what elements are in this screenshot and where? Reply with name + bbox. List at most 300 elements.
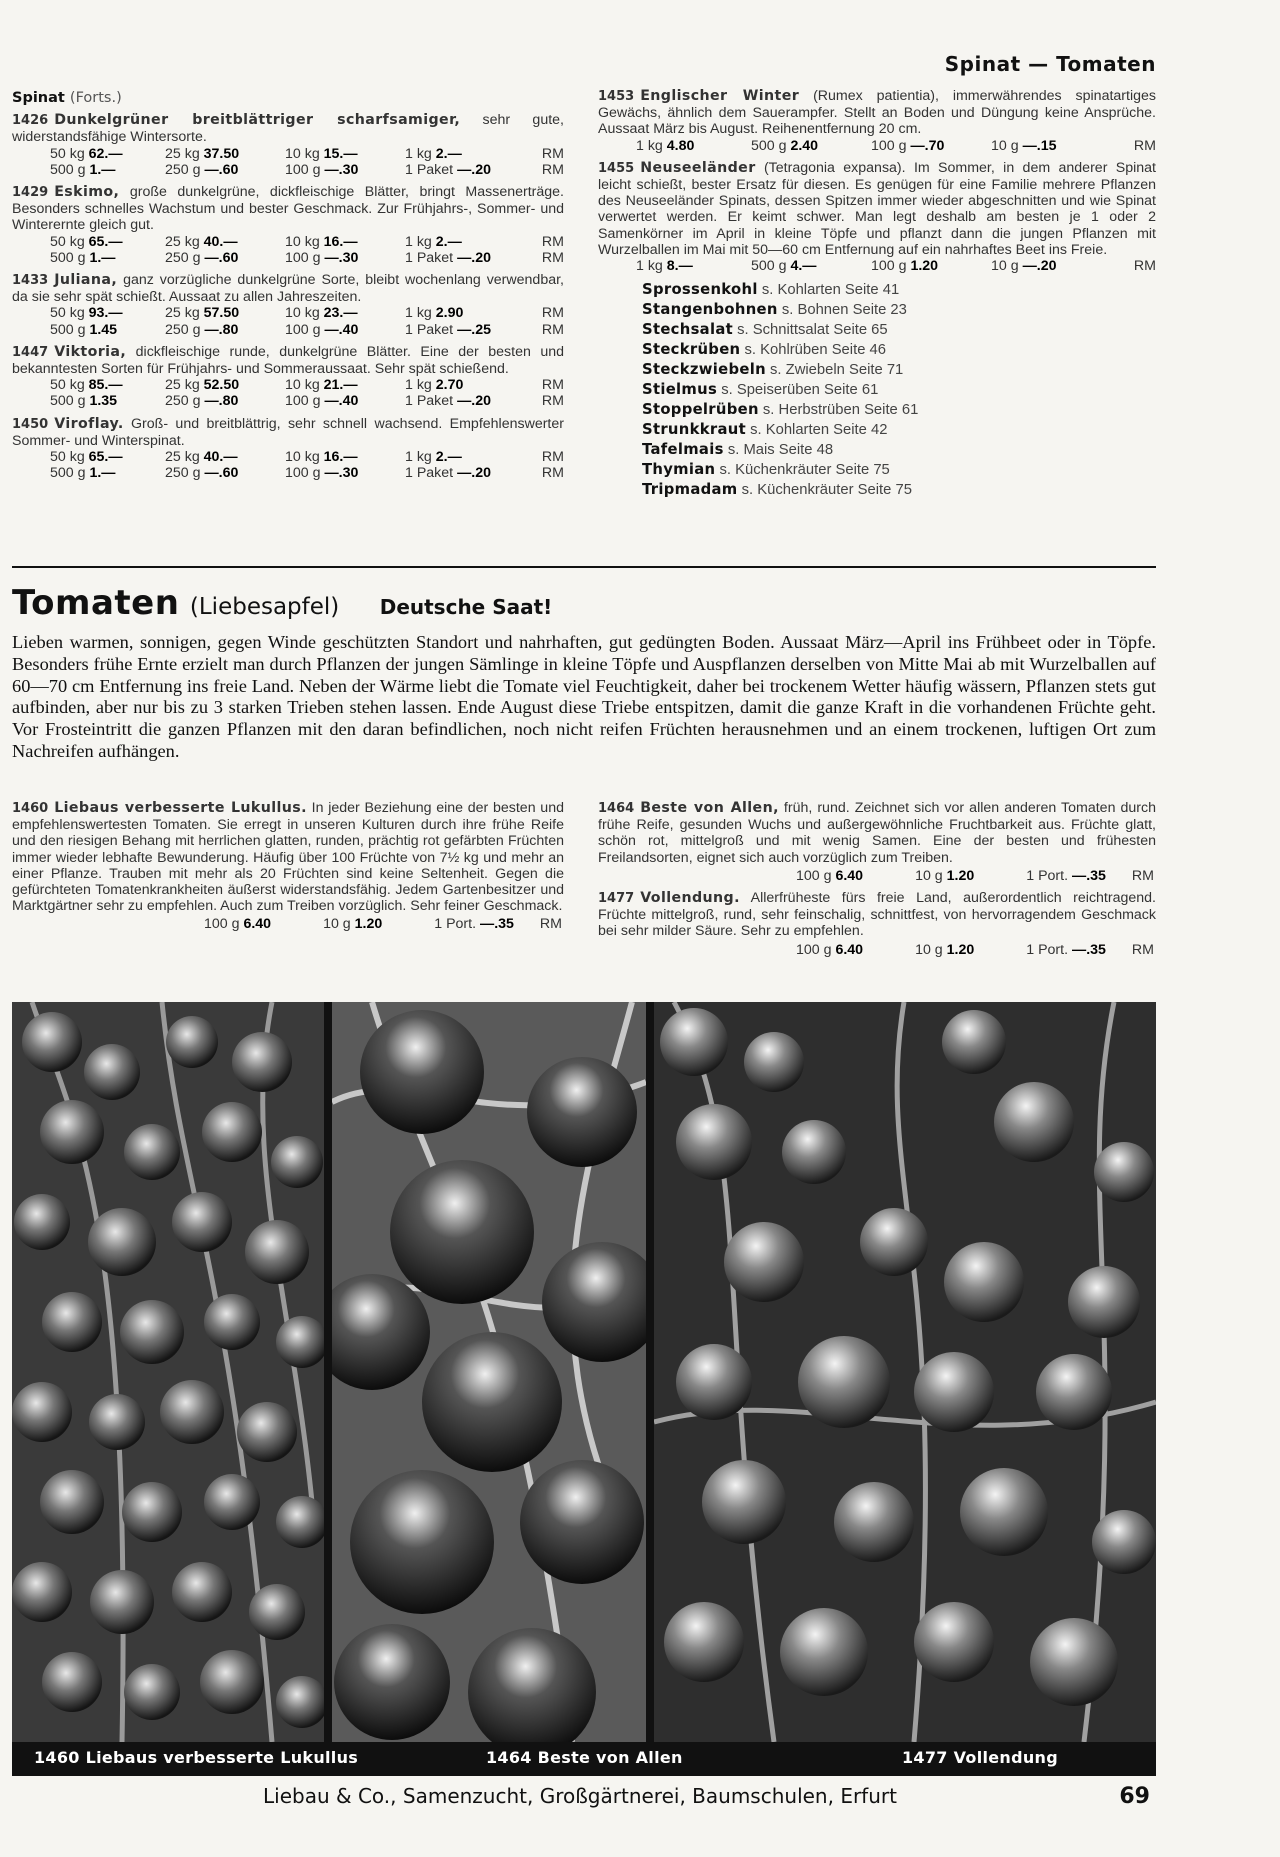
price-cell [285,377,405,393]
price-quantity: 500 g [751,137,791,154]
price-quantity: 100 g [871,258,911,275]
variety-description: Groß- und breitblättrig, sehr schnell wachsend. Empfehlenswerter Sommer- und Winterspinat. [12,415,564,449]
price-cell [285,146,405,162]
price-quantity: 1 Paket [405,249,458,266]
price-cell [165,449,285,465]
price-quantity: 50 kg [50,145,89,162]
page-number: 69 [1119,1784,1150,1809]
price-cell [285,393,405,409]
currency-label: RM [1131,941,1154,958]
price-value: —.35 [1072,941,1106,958]
price-row [598,138,1156,154]
price-row [12,146,564,162]
section-divider [12,566,1156,568]
currency-label: RM [541,249,564,266]
cross-reference [642,340,1156,360]
cross-reference [642,440,1156,460]
cross-reference-target: s. Zwiebeln Seite 71 [770,362,904,379]
catalog-entry [12,344,564,410]
price-quantity: 100 g [285,161,325,178]
entry-text [12,800,564,914]
price-row [12,250,564,266]
price-value: 1.35 [89,393,118,410]
price-quantity: 250 g [165,249,205,266]
tomaten-subtitle: (Liebesapfel) [189,594,340,620]
price-quantity: 10 kg [285,449,324,466]
price-cell [285,322,405,338]
price-row [12,465,564,481]
price-quantity: 1 kg [636,137,667,154]
price-value: 4.80 [666,137,695,154]
price-value: —.30 [324,249,359,266]
price-row [598,942,1156,958]
currency-label: RM [541,145,564,162]
price-cell [297,916,382,932]
cross-reference-term: Stoppelrüben [642,401,759,419]
price-value: 1.45 [89,321,118,338]
price-quantity: 10 g [915,941,947,958]
cross-reference [642,360,1156,380]
item-number: 1433 [12,273,49,289]
price-value: —.20 [457,161,491,178]
price-cell [50,146,165,162]
price-cell [50,393,165,409]
price-quantity: 1 kg [405,145,436,162]
price-cell [50,250,165,266]
spinat-entry-list [12,112,564,481]
tomaten-title: Tomaten [12,583,180,623]
price-value: 6.40 [835,867,864,884]
variety-name: Juliana, [54,272,118,289]
price-quantity: 100 g [795,941,836,958]
price-quantity: 100 g [795,867,836,884]
price-value: —.20 [457,393,491,410]
price-row [12,393,564,409]
cross-reference [642,300,1156,320]
price-quantity: 25 kg [165,145,204,162]
price-cell [165,162,285,178]
price-quantity: 50 kg [50,233,89,250]
price-cell [991,258,1121,274]
price-cell [165,322,285,338]
price-cell [165,377,285,393]
price-quantity: 1 kg [405,377,436,394]
price-cell [770,942,863,958]
cross-reference [642,420,1156,440]
item-number: 1455 [598,160,635,176]
price-cell [405,250,535,266]
price-quantity: 10 g [991,137,1023,154]
entry-text [12,272,564,305]
variety-name: Beste von Allen, [640,800,779,816]
variety-name: Dunkelgrüner breitblättriger scharfsamiger, [54,112,461,129]
price-cell [889,942,974,958]
price-quantity: 10 kg [285,233,324,250]
variety-description: ganz vorzügliche dunkelgrüne Sorte, bleibt wochenlang verwendbar, da sie sehr spät schießt. Aussaat zu allen Jahreszeiten. [12,272,564,306]
price-value: 2.90 [435,305,464,322]
spinat-right-column [598,88,1156,500]
price-quantity: 1 Paket [405,393,458,410]
price-row [12,162,564,178]
price-value: 1.— [89,465,116,482]
price-cell [889,868,974,884]
price-quantity: 100 g [285,249,325,266]
currency-label: RM [541,449,564,466]
item-number: 1464 [598,801,635,816]
price-cell [50,305,165,321]
cross-reference-target: s. Herbstrüben Seite 61 [762,402,919,419]
price-quantity: 25 kg [165,449,204,466]
price-value: 2.— [435,449,462,466]
price-cell [285,162,405,178]
price-cell [751,258,871,274]
currency-label: RM [541,233,564,250]
price-quantity: 500 g [751,258,791,275]
cross-reference-target: s. Kohlarten Seite 42 [750,422,888,439]
price-quantity: 100 g [285,393,325,410]
price-value: —.80 [204,321,239,338]
entry-text [12,344,564,377]
price-cell [50,234,165,250]
currency-label: RM [541,321,564,338]
cross-reference-target: s. Schnittsalat Seite 65 [737,322,888,339]
price-value: 1.20 [946,941,975,958]
cross-reference [642,400,1156,420]
price-value: —.20 [457,465,491,482]
section-heading [12,90,564,106]
cross-reference-term: Thymian [642,461,716,479]
catalog-entry [12,416,564,482]
price-cell [770,868,863,884]
variety-name: Vollendung. [640,890,740,907]
price-cell [50,162,165,178]
price-quantity: 50 kg [50,377,89,394]
price-cell [165,234,285,250]
price-cell [285,234,405,250]
price-value: 37.50 [203,145,240,162]
price-cell [178,916,271,932]
item-number: 1477 [598,891,635,907]
price-value: 1.— [89,161,116,178]
price-value: 1.20 [910,258,939,275]
price-quantity: 250 g [165,321,205,338]
cross-reference-term: Sprossenkohl [642,281,758,299]
currency-label: RM [541,305,564,322]
price-value: —.40 [324,321,359,338]
price-quantity: 1 Port. [434,916,480,933]
price-cell [165,465,285,481]
variety-description: sehr gute, widerstandsfähige Wintersorte. [12,112,564,146]
price-quantity: 1 kg [405,233,436,250]
catalog-entry [12,112,564,178]
item-number: 1450 [12,416,49,432]
price-cell [285,449,405,465]
price-cell [285,305,405,321]
catalog-entry [598,800,1156,884]
price-value: 52.50 [203,377,240,394]
price-row [12,377,564,393]
price-quantity: 10 kg [285,145,324,162]
cross-reference-term: Stangenbohnen [642,301,778,319]
variety-name: Neuseeländer [640,159,756,176]
variety-description: große dunkelgrüne, dickfleischige Blätter, bringt Massenerträge. Besonders schnelles Wachstum und bester Geschmack. Zur Frühjahrs-, Sommer- und Winterernte gleich gut. [12,184,564,234]
price-quantity: 1 Paket [405,161,458,178]
price-row [12,305,564,321]
price-cell [405,393,535,409]
price-value: 65.— [88,233,123,250]
price-quantity: 100 g [203,916,244,933]
price-quantity: 500 g [50,161,90,178]
price-cell [50,449,165,465]
price-value: —.20 [457,249,491,266]
item-number: 1453 [598,89,635,104]
price-value: 2.40 [790,137,819,154]
price-row [598,868,1156,884]
price-quantity: 10 kg [285,377,324,394]
tomaten-left-column [12,800,564,939]
price-quantity: 1 kg [636,258,667,275]
tomaten-heading [12,583,1156,623]
price-value: 4.— [790,258,817,275]
cross-reference [642,320,1156,340]
price-quantity: 500 g [50,393,90,410]
currency-label: RM [1133,137,1156,154]
spinat-left-column [12,90,564,487]
currency-label: RM [541,465,564,482]
cross-reference [642,380,1156,400]
price-cell [405,465,535,481]
catalog-entry [12,800,564,933]
price-cell [405,377,535,393]
price-cell [50,377,165,393]
section-title: Spinat [12,90,65,106]
catalog-entry [598,88,1156,154]
price-value: —.20 [1022,258,1057,275]
price-quantity: 50 kg [50,305,89,322]
tomato-photo-lukullus [12,1002,324,1742]
price-value: —.35 [480,916,514,933]
price-value: 15.— [323,145,358,162]
price-cell [50,322,165,338]
price-value: 40.— [203,233,238,250]
variety-description: dickfleischige runde, dunkelgrüne Blätter. Eine der besten und bekanntesten Sorten für Frühjahrs- und Sommeraussaat. Sehr spät schießend. [12,343,564,378]
cross-reference-target: s. Küchenkräuter Seite 75 [719,462,890,479]
currency-label: RM [541,377,564,394]
variety-name: Liebaus verbesserte Lukullus. [54,800,307,816]
price-value: 2.70 [435,377,464,394]
price-value: —.15 [1022,137,1057,154]
variety-description: Allerfrüheste fürs freie Land, außerordentlich reichtragend. Früchte mittelgroß, rund, sehr feinschalig, schnittfest, von hervorragendem Geschmack bei sehr milder Säure. Sehr zu empfehlen. [598,890,1156,940]
publisher-line: Liebau & Co., Samenzucht, Großgärtnerei, Baumschulen, Erfurt [263,1784,897,1808]
currency-label: RM [541,161,564,178]
cross-reference-term: Stielmus [642,381,718,399]
price-value: 2.— [435,145,462,162]
cross-reference [642,480,1156,500]
entry-text [598,88,1156,138]
price-value: 1.— [89,249,116,266]
tomaten-tagline: Deutsche Saat! [379,595,553,619]
price-quantity: 500 g [50,249,90,266]
price-value: 40.— [203,449,238,466]
item-number: 1460 [12,801,49,816]
entry-text [598,890,1156,940]
price-value: 6.40 [243,916,272,933]
variety-description: (Rumex patientia), immerwährendes spinatartiges Gewächs, ähnlich dem Sauerampfer. Stellt an Boden und Düngung keine Ansprüche. Aussaat März bis August. Reihenentfernung 20 cm. [598,88,1156,138]
photo-caption-vollendung: 1477 Vollendung [902,1748,1058,1767]
price-quantity: 25 kg [165,233,204,250]
price-quantity: 10 g [915,867,947,884]
price-cell [285,465,405,481]
price-quantity: 250 g [165,161,205,178]
price-quantity: 1 Paket [405,321,458,338]
cross-reference-target: s. Bohnen Seite 23 [781,302,907,319]
variety-description: (Tetragonia expansa). Im Sommer, in dem anderer Spinat leicht schießt, bester Ersatz für diesen. Es genügen für eine Familie mehrere Pflanzen des Neuseeländer Spinats, dessen Spitzen immer wieder abgeschnitten und wie Spinat verwertet werden. Er keimt schwer. Man legt deshalb am besten je 1 oder 2 Samenkörner im April in kleine Töpfe und pflanzt dann die jungen Pflanzen mit Wurzelballen im Mai mit 50—60 cm Entfernung auf ein nahrhaftes Beet ins Freie. [598,159,1156,258]
entry-text [598,800,1156,866]
price-quantity: 100 g [285,321,325,338]
tomato-photo-vollendung [654,1002,1156,1742]
price-value: —.60 [204,465,239,482]
price-cell [871,138,991,154]
cross-reference-term: Tripmadam [642,481,738,499]
price-quantity: 1 Paket [405,465,458,482]
price-row [12,234,564,250]
running-head: Spinat — Tomaten [944,52,1156,76]
cross-reference-term: Strunkkraut [642,421,746,439]
photo-caption-beste-von-allen: 1464 Beste von Allen [486,1748,683,1767]
price-cell [165,146,285,162]
spinat-entry-list [598,88,1156,274]
tomaten-intro: Lieben warmen, sonnigen, gegen Winde geschützten Standort und nahrhaften, gut gedüngten Boden. Aussaat März—April ins Frühbeet oder in Töpfe. Besonders frühe Ernte erzielt man durch Pflanzen der jungen Sämlinge in kleine Töpfe und Auspflanzen derselben von Mitte Mai ab mit Wurzelballen auf 60—70 cm Entfernung ins freie Land. Neben der Wärme liebt die Tomate viel Feuchtigkeit, daher bei trockenem Wetter häufig wässern, Pflanzen stets gut aufbinden, aber nur bis zu 3 starken Trieben stehen lassen. Ende August diese Triebe entspitzen, damit die ganze Kraft in die vorhandenen Früchte geht. Vor Frosteintritt die ganzen Pflanzen mit den daran befindlichen, noch nicht reifen Früchten herausnehmen und an einem trockenen, luftigen Ort zum Nachreifen aufhängen. [12,632,1156,761]
catalog-entry [12,272,564,338]
price-value: 16.— [323,233,358,250]
price-cell [991,138,1121,154]
price-row [12,322,564,338]
currency-label: RM [1131,867,1154,884]
price-value: 57.50 [203,305,240,322]
entry-text [598,160,1156,258]
price-quantity: 250 g [165,393,205,410]
price-quantity: 500 g [50,321,90,338]
variety-name: Eskimo, [54,184,120,201]
price-value: —.30 [324,161,359,178]
price-quantity: 1 Port. [1026,867,1072,884]
price-cell [405,162,535,178]
price-quantity: 10 kg [285,305,324,322]
price-value: —.60 [204,249,239,266]
price-cell [405,322,535,338]
price-row [12,449,564,465]
price-cell [871,258,991,274]
price-quantity: 50 kg [50,449,89,466]
cross-reference [642,460,1156,480]
catalog-entry [598,160,1156,274]
item-number: 1426 [12,113,49,129]
currency-label: RM [541,393,564,410]
price-cell [50,465,165,481]
catalog-entry [12,184,564,266]
price-value: —.60 [204,161,239,178]
page-footer [0,1784,1280,1814]
price-quantity: 10 g [991,258,1023,275]
price-cell [405,146,535,162]
price-quantity: 1 kg [405,449,436,466]
price-value: 93.— [88,305,123,322]
cross-reference-term: Steckzwiebeln [642,361,766,379]
price-value: 21.— [323,377,358,394]
price-value: —.35 [1072,867,1106,884]
price-cell [408,916,514,932]
variety-name: Viktoria, [54,343,127,360]
price-value: 1.20 [946,867,975,884]
photo-caption-lukullus: 1460 Liebaus verbesserte Lukullus [34,1748,359,1767]
entry-text [12,112,564,145]
cross-reference-target: s. Küchenkräuter Seite 75 [741,482,912,499]
price-quantity: 100 g [871,137,911,154]
price-value: 8.— [666,258,693,275]
currency-label: RM [539,916,562,933]
price-cell [405,305,535,321]
cross-reference-target: s. Speiserüben Seite 61 [721,382,879,399]
cross-reference-target: s. Kohlrüben Seite 46 [744,342,886,359]
price-value: —.80 [204,393,239,410]
cross-reference [642,280,1156,300]
price-value: —.30 [324,465,359,482]
variety-name: Viroflay. [54,415,124,432]
price-cell [165,393,285,409]
price-value: 1.20 [354,916,383,933]
price-value: 16.— [323,449,358,466]
catalog-entry [598,890,1156,958]
price-cell [751,138,871,154]
cross-reference-term: Tafelmais [642,441,724,459]
price-cell [405,234,535,250]
price-quantity: 1 kg [405,305,436,322]
item-number: 1429 [12,185,49,201]
tomato-photo-beste-von-allen [332,1002,646,1742]
price-cell [165,305,285,321]
variety-name: Englischer Winter [640,88,800,104]
item-number: 1447 [12,344,49,360]
price-cell [285,250,405,266]
price-row [12,916,564,932]
price-cell [636,138,751,154]
price-row [598,258,1156,274]
price-value: 2.— [435,233,462,250]
price-quantity: 500 g [50,465,90,482]
cross-reference-term: Steckrüben [642,341,741,359]
price-cell [405,449,535,465]
cross-reference-target: s. Mais Seite 48 [727,442,834,459]
price-value: 23.— [323,305,358,322]
price-value: 65.— [88,449,123,466]
price-quantity: 25 kg [165,305,204,322]
currency-label: RM [1133,258,1156,275]
price-cell [165,250,285,266]
tomato-photo-strip [12,1002,1156,1776]
cross-reference-list [598,280,1156,500]
price-quantity: 25 kg [165,377,204,394]
price-cell [1000,942,1106,958]
price-value: 62.— [88,145,123,162]
price-value: —.40 [324,393,359,410]
tomaten-right-column [598,800,1156,964]
price-quantity: 250 g [165,465,205,482]
cross-reference-term: Stechsalat [642,321,733,339]
section-subtitle: (Forts.) [69,90,122,106]
cross-reference-target: s. Kohlarten Seite 41 [761,282,900,299]
price-cell [636,258,751,274]
price-quantity: 10 g [323,916,355,933]
